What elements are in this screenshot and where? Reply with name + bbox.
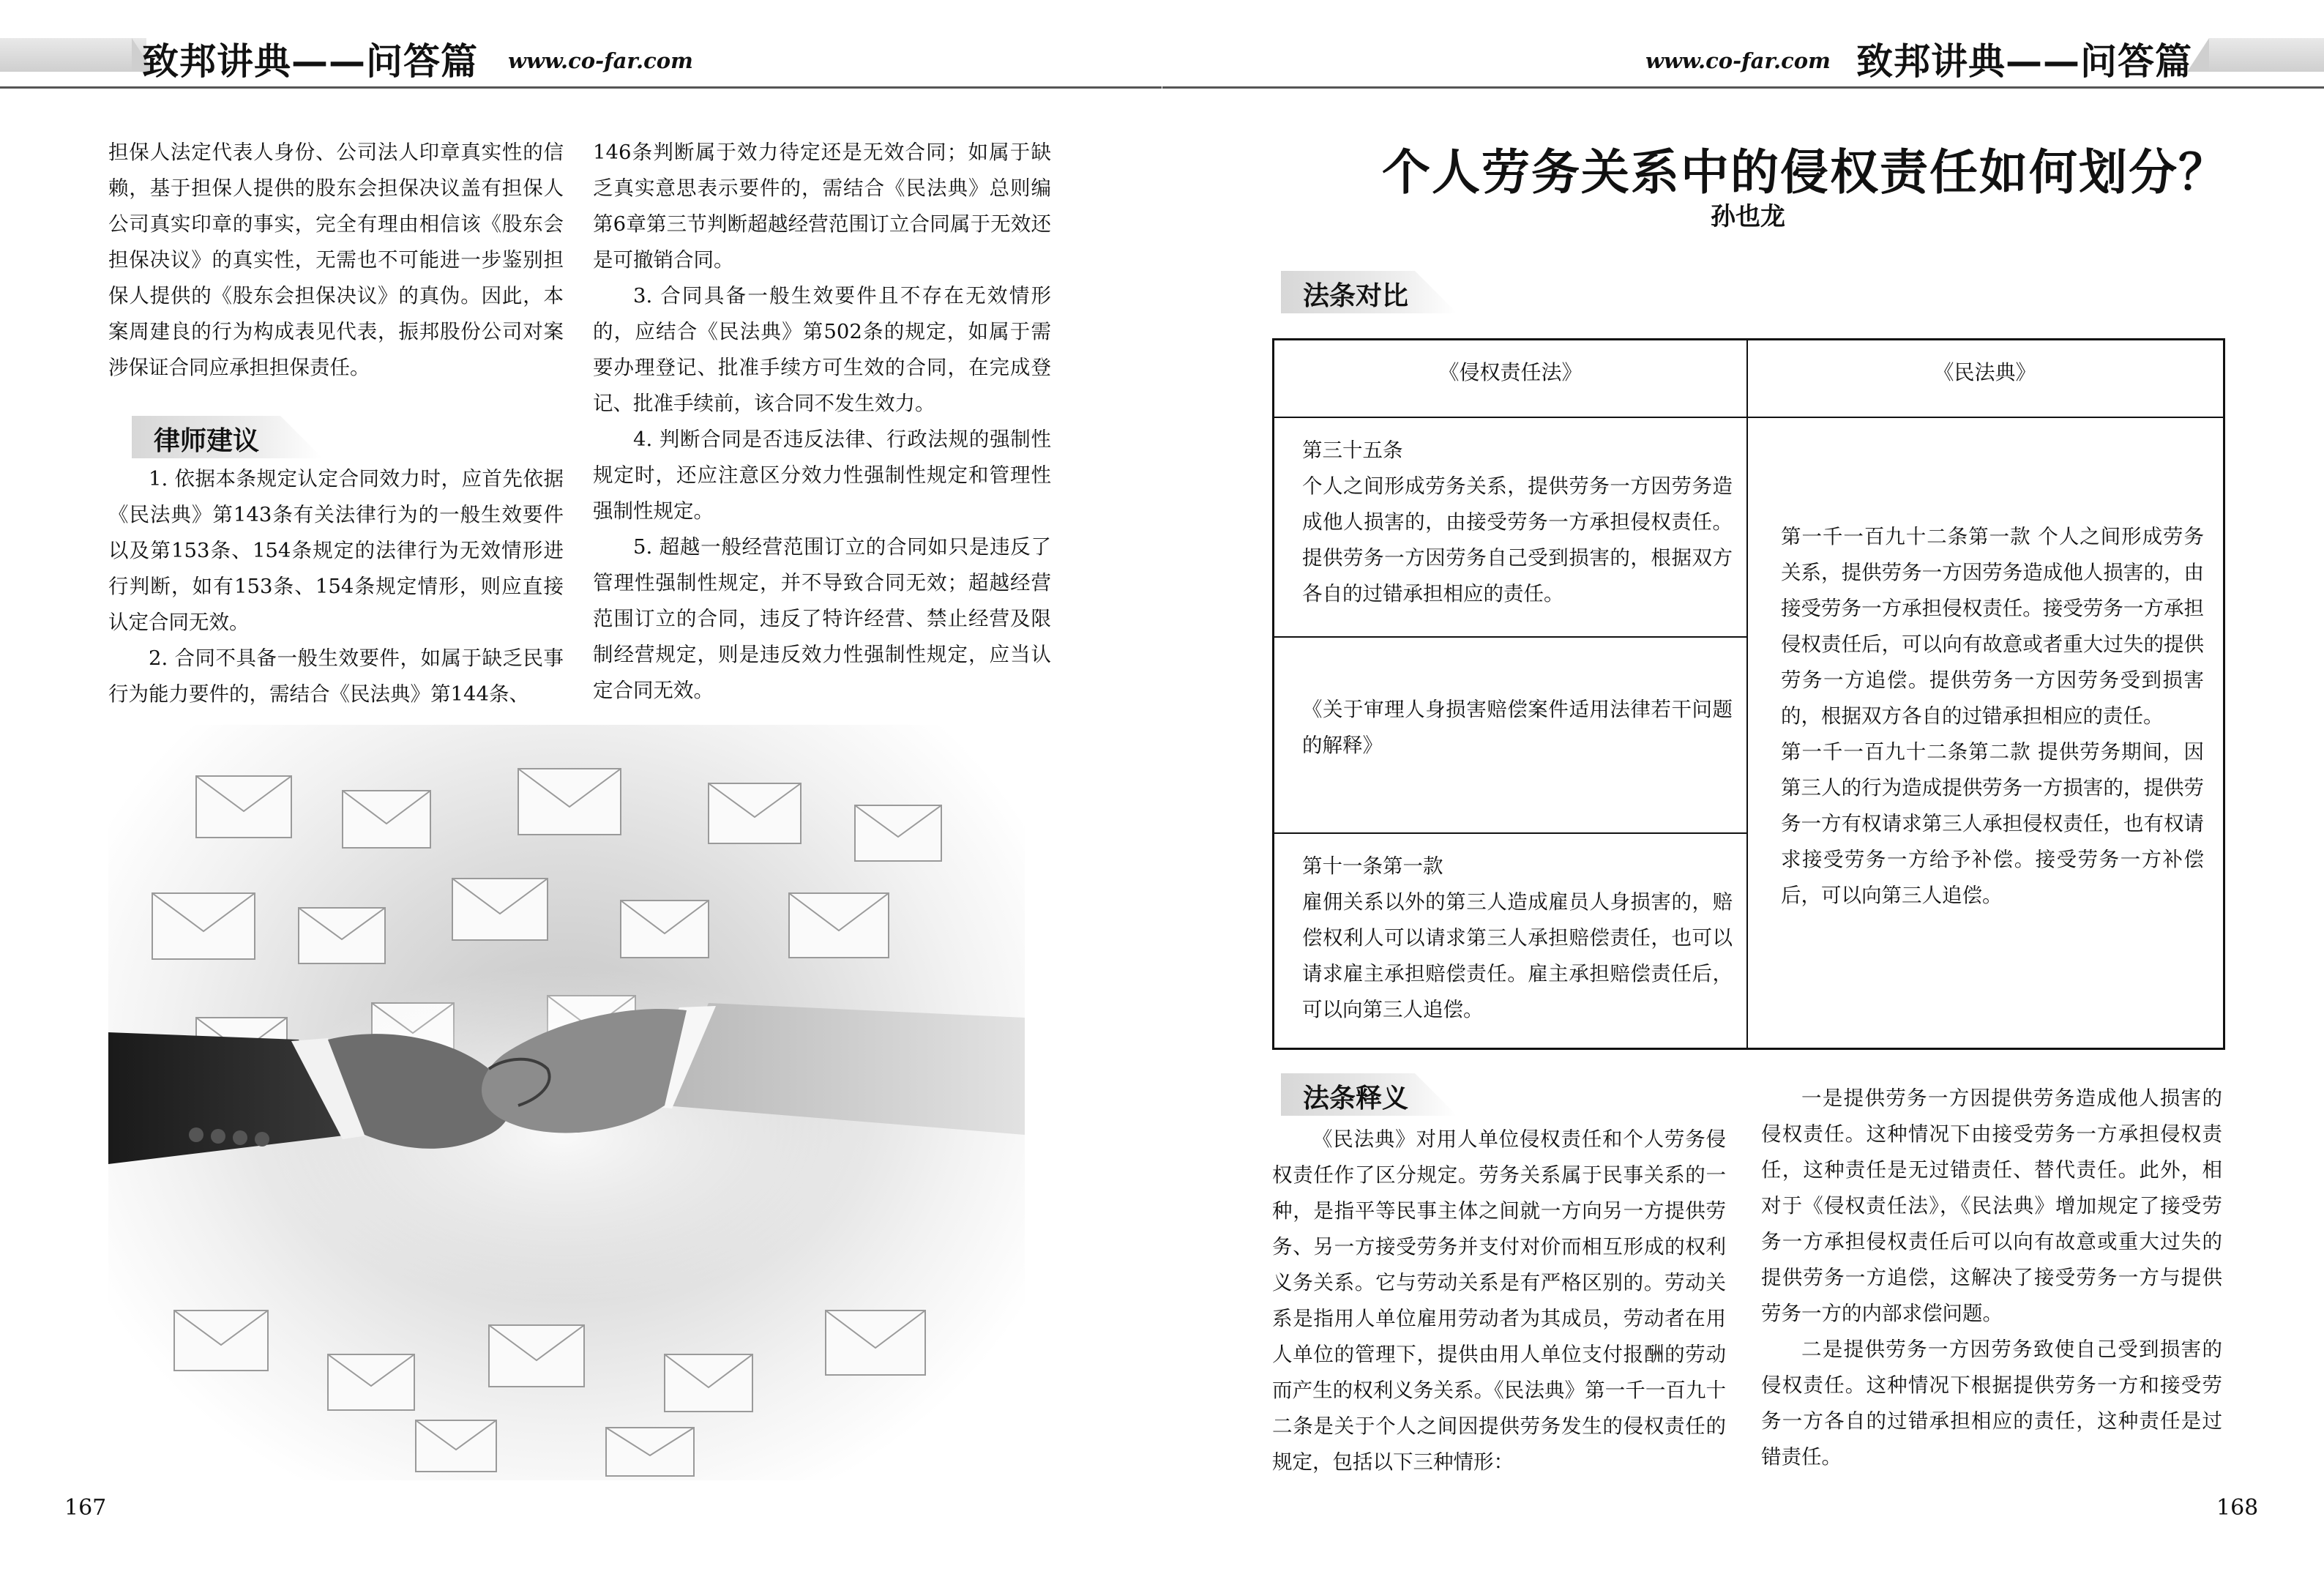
left-column-1: [108, 135, 564, 386]
section-heading-law-comparison: [1281, 271, 1457, 313]
table-cell-civil-code-art1192: [1781, 519, 2204, 914]
article-title: 个人劳务关系中的侵权责任如何划分？: [1382, 144, 2228, 201]
advice-item-4: 4. 判断合同是否违反法律、行政法规的强制性规定时，还应注意区分效力性强制性规定和管理性强制性规定。: [593, 428, 1051, 523]
intro-paragraph: 担保人法定代表人身份、公司法人印章真实性的信赖，基于担保人提供的股东会担保决议盖有担保人公司真实印章的事实，完全有理由相信该《股东会担保决议》的真实性，无需也不可能进一步鉴别担保人提供的《股东会担保决议》的真伪。因此，本案周建良的行为构成表见代表，振邦股份公司对案涉保证合同应承担担保责任。: [108, 141, 564, 379]
running-header-site: www.co-far.com: [1645, 48, 1831, 73]
cell-text: 个人之间形成劳务关系，提供劳务一方因劳务造成他人损害的，由接受劳务一方承担侵权责任。提供劳务一方因劳务自己受到损害的，根据双方各自的过错承担相应的责任。: [1302, 474, 1733, 605]
page-number: 167: [64, 1495, 107, 1521]
table-column-divider: [1746, 340, 1748, 1048]
section-heading-corner: [280, 416, 323, 458]
table-header-civil-code: 《民法典》: [1933, 360, 2036, 384]
running-header-title: 致邦讲典——问答篇: [142, 40, 478, 83]
section-heading-lawyer-advice: [132, 416, 322, 458]
section-heading-text: 法条释义: [1303, 1084, 1409, 1114]
advice-item-2-cont: 146条判断属于效力待定还是无效合同；如属于缺乏真实意思表示要件的，需结合《民法典》总则编第6章第三节判断超越经营范围订立合同属于无效还是可撤销合同。: [593, 141, 1051, 272]
left-column-1-advice: [108, 461, 564, 712]
interpretation-paragraph: 《民法典》对用人单位侵权责任和个人劳务侵权责任作了区分规定。劳务关系属于民事关系的一种，是指平等民事主体之间就一方向另一方提供劳务、另一方接受劳务并支付对价而相互形成的权利义务关系。它与劳动关系是有严格区别的。劳动关系是指用人单位雇用劳动者为其成员，劳动者在用人单位的管理下，提供由用人单位支付报酬的劳动而产生的权利义务关系。《民法典》第一千一百九十二条是关于个人之间因提供劳务发生的侵权责任的规定，包括以下三种情形：: [1272, 1127, 1726, 1474]
right-page: [1162, 0, 2324, 1577]
handshake-illustration: [108, 725, 1025, 1480]
cell-text: 雇佣关系以外的第三人造成雇员人身损害的，赔偿权利人可以请求第三人承担赔偿责任，也可以请求雇主承担赔偿责任。雇主承担赔偿责任后，可以向第三人追偿。: [1302, 890, 1733, 1021]
interpretation-case-2: 二是提供劳务一方因劳务致使自己受到损害的侵权责任。这种情况下根据提供劳务一方和接受劳务一方各自的过错承担相应的责任，这种责任是过错责任。: [1761, 1338, 2222, 1469]
page-number: 168: [2216, 1495, 2259, 1521]
running-header-title: 致邦讲典——问答篇: [1856, 40, 2192, 83]
cell-heading: 第三十五条: [1302, 439, 1403, 462]
cell-text-para-2: 第一千一百九十二条第二款 提供劳务期间，因第三人的行为造成提供劳务一方损害的，提供劳务一方有权请求第三人承担侵权责任，也有权请求接受劳务一方给予补偿。接受劳务一方补偿后，可以向第三人追偿。: [1781, 740, 2204, 907]
table-cell-judicial-interpretation: [1302, 692, 1733, 764]
cell-text-para-1: 第一千一百九十二条第一款 个人之间形成劳务关系，提供劳务一方因劳务造成他人损害的，由接受劳务一方承担侵权责任。接受劳务一方承担侵权责任后，可以向有故意或者重大过失的提供劳务一方追偿。提供劳务一方因劳务受到损害的，根据双方各自的过错承担相应的责任。: [1781, 525, 2204, 728]
cell-text: 《关于审理人身损害赔偿案件适用法律若干问题的解释》: [1302, 698, 1733, 757]
section-heading-text: 律师建议: [154, 426, 260, 456]
table-header-rule: [1274, 417, 2223, 418]
law-comparison-table: [1272, 338, 2225, 1050]
header-rule: [1162, 86, 2324, 89]
handshake-image: [108, 725, 1025, 1480]
section-heading-corner: [1415, 271, 1457, 313]
header-band: [0, 38, 146, 72]
advice-item-5: 5. 超越一般经营范围订立的合同如只是违反了管理性强制性规定，并不导致合同无效；超越经营范围订立的合同，违反了特许经营、禁止经营及限制经营规定，则是违反效力性强制性规定，应当认定合同无效。: [593, 535, 1051, 702]
running-header-site: www.co-far.com: [508, 48, 693, 73]
table-header-tort-law: 《侵权责任法》: [1438, 360, 1583, 384]
advice-item-2: 2. 合同不具备一般生效要件，如属于缺乏民事行为能力要件的，需结合《民法典》第144条、: [108, 646, 564, 706]
table-row-rule: [1274, 636, 1746, 638]
interpretation-case-1: 一是提供劳务一方因提供劳务造成他人损害的侵权责任。这种情况下由接受劳务一方承担侵权责任，这种责任是无过错责任、替代责任。此外，相对于《侵权责任法》，《民法典》增加规定了接受劳务一方承担侵权责任后可以向有故意或重大过失的提供劳务一方追偿，这解决了接受劳务一方与提供劳务一方的内部求偿问题。: [1761, 1086, 2222, 1325]
header-band: [2209, 38, 2324, 72]
table-cell-tort-law-art35: [1302, 433, 1733, 612]
section-heading-text: 法条对比: [1303, 281, 1409, 311]
advice-item-3: 3. 合同具备一般生效要件且不存在无效情形的，应结合《民法典》第502条的规定，如属于需要办理登记、批准手续方可生效的合同，在完成登记、批准手续前，该合同不发生效力。: [593, 284, 1051, 415]
section-heading-corner: [1415, 1073, 1457, 1116]
table-row-rule: [1274, 832, 1746, 834]
cell-heading: 第十一条第一款: [1302, 854, 1443, 878]
right-column-1: [1272, 1122, 1726, 1480]
section-heading-interpretation: [1281, 1073, 1457, 1116]
advice-item-1: 1. 依据本条规定认定合同效力时，应首先依据《民法典》第143条有关法律行为的一般生效要件以及第153条、154条规定的法律行为无效情形进行判断，如有153条、154条规定情形，则应直接认定合同无效。: [108, 467, 564, 634]
article-author: 孙也龙: [1711, 202, 1785, 231]
header-band-edge: [2187, 38, 2209, 72]
header-rule: [0, 86, 1162, 89]
left-column-2: [593, 135, 1051, 709]
right-column-2: [1761, 1081, 2222, 1475]
table-cell-art11: [1302, 849, 1733, 1028]
